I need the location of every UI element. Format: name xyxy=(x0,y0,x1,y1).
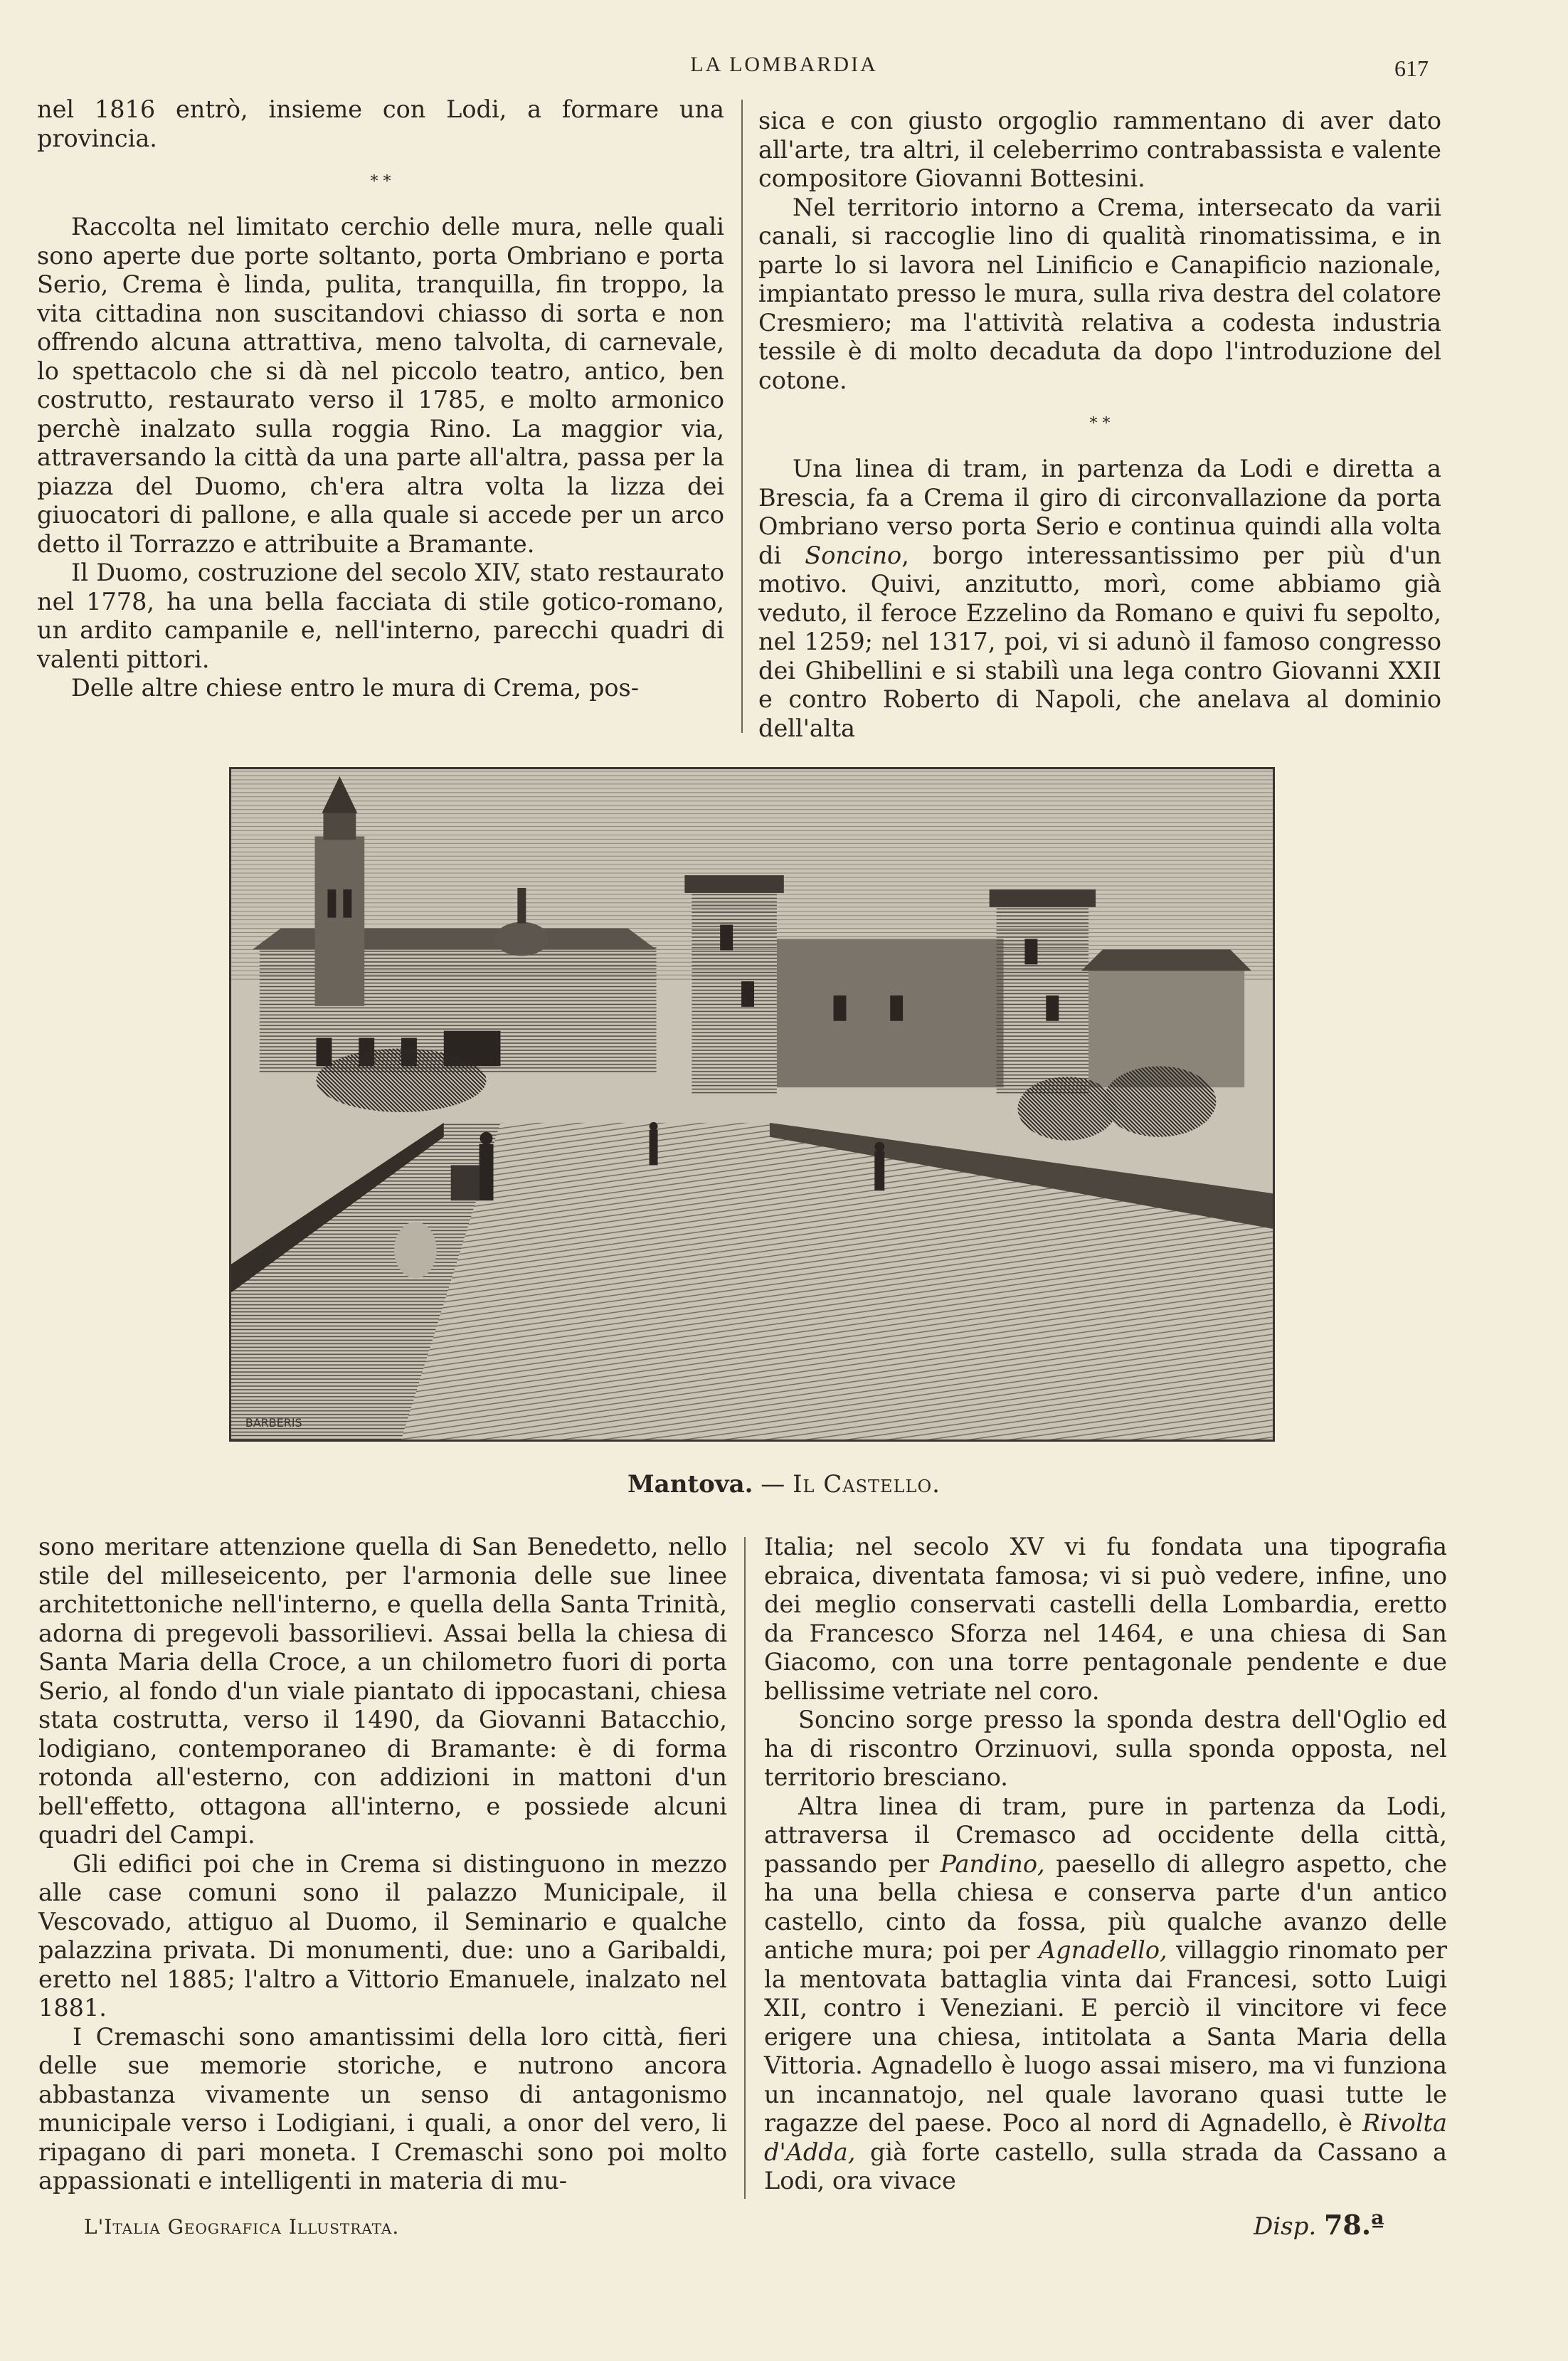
paragraph: I Cremaschi sono amantissimi della loro città, fieri delle sue memorie storiche, e nutrono ancora abbastanza vivamente un senso di antagonismo municipale verso i Lodigiani, i quali, a onor del vero, li ripagano di pari moneta. I Cremaschi sono poi molto appassionati e intelligenti in materia di mu- xyxy=(38,2022,727,2194)
column-bottom-right xyxy=(764,1533,1447,2196)
text-run: Altra linea di tram, pure in partenza da Lodi, attraversa il Cremasco ad occidente della città, passando per xyxy=(764,1792,1447,1878)
figure-caption xyxy=(0,1470,1568,1499)
place-name: Pandino, xyxy=(940,1849,1045,1878)
paragraph: Nel territorio intorno a Crema, intersecato da varii canali, si raccoglie lino di qualità rinomatissima, e in parte lo si lavora nel Linificio e Canapificio nazionale, impiantato presso le mura, sulla riva destra del colatore Cresmiero; ma l'attività relativa a codesta industria tessile è di molto decaduta da dopo l'introduzione del cotone. xyxy=(758,193,1441,394)
paragraph: Raccolta nel limitato cerchio delle mura, nelle quali sono aperte due porte soltanto, porta Ombriano e porta Serio, Crema è linda, pulita, tranquilla, fin troppo, la vita cittadina non suscitandovi chiasso di sorta e non offrendo alcuna attrattiva, meno talvolta, di carnevale, lo spettacolo che si dà nel piccolo teatro, antico, ben costrutto, restaurato verso il 1785, e molto armonico perchè inalzato sulla roggia Rino. La maggior via, attraversando la città da una parte all'altra, passa per la piazza del Duomo, ch'era altra volta la lizza dei giuocatori di pallone, e alla quale si accede per un arco detto il Torrazzo e attribuite a Bramante. xyxy=(37,213,724,558)
caption-dash: — xyxy=(753,1470,793,1499)
page-number: 617 xyxy=(1394,56,1429,81)
column-top-left xyxy=(37,95,724,703)
text-run: villaggio rinomato per la mentovata battaglia vinta dai Francesi, sotto Luigi XII, contro i Veneziani. E perciò il vincitore vi fece erigere una chiesa, intitolata a Santa Maria della Vittoria. Agnadello è luogo assai misero, ma vi funziona un incannatojo, nel quale lavorano quasi tutte le ragazze del paese. Poco al nord di Agnadello, è xyxy=(764,1936,1447,2137)
engraving-illustration xyxy=(231,769,1273,1440)
caption-city: Mantova. xyxy=(627,1470,753,1499)
paragraph: Italia; nel secolo XV vi fu fondata una tipografia ebraica, diventata famosa; vi si può vedere, infine, uno dei meglio conservati castelli della Lombardia, eretto da Francesco Sforza nel 1464, e una chiesa di San Giacomo, con una torre pentagonale pendente e due bellissime vetriate nel coro. xyxy=(764,1533,1447,1705)
column-divider xyxy=(744,1537,746,2199)
dispensa-label: Disp. xyxy=(1254,2212,1317,2241)
column-divider xyxy=(741,100,743,733)
text-run: paesello di allegro aspetto, che ha una bella chiesa e conserva parte d'un antico castello, cinto da fossa, più qualche avanzo delle antiche mura; poi per xyxy=(764,1849,1448,1964)
place-name: Agnadello, xyxy=(1038,1936,1167,1964)
section-separator: * * xyxy=(1089,415,1111,433)
paragraph xyxy=(764,1792,1447,2196)
caption-title: Il Castello. xyxy=(793,1470,941,1499)
footer-dispensa xyxy=(1254,2209,1384,2241)
paragraph: Soncino sorge presso la sponda destra dell'Oglio ed ha di riscontro Orzinuovi, sulla sponda opposta, nel territorio bresciano. xyxy=(764,1706,1447,1791)
footer-series-title: L'Italia Geografica Illustrata. xyxy=(84,2215,400,2239)
text-run: , borgo interessantissimo per più d'un motivo. Quivi, anzitutto, morì, come abbiamo già veduto, il feroce Ezzelino da Romano e quivi fu sepolto, nel 1259; nel 1317, poi, vi si adunò il famoso congresso dei Ghibellini e si stabilì una lega contro Giovanni XXII e contro Roberto di Napoli, che anelava al dominio dell'alta xyxy=(758,541,1442,742)
text-run: già forte castello, sulla strada da Cassano a Lodi, ora vivace xyxy=(764,2138,1447,2194)
paragraph: Delle altre chiese entro le mura di Crema, pos- xyxy=(71,674,640,702)
text-run: Una linea di tram, in partenza da Lodi e diretta a Brescia, fa a Crema il giro di circonvallazione da porta Ombriano verso porta Serio e continua quindi alla volta di xyxy=(758,455,1441,569)
paragraph: Gli edifici poi che in Crema si distinguono in mezzo alle case comuni sono il palazzo Municipale, il Vescovado, attiguo al Duomo, il Seminario e qualche palazzina privata. Di monumenti, due: uno a Garibaldi, eretto nel 1885; l'altro a Vittorio Emanuele, inalzato nel 1881. xyxy=(38,1849,727,2022)
dispensa-number: 78.ª xyxy=(1323,2209,1384,2241)
column-bottom-left xyxy=(38,1533,727,2196)
paragraph xyxy=(758,455,1441,743)
paragraph: nel 1816 entrò, insieme con Lodi, a formare una provincia. xyxy=(37,95,724,152)
place-name: Rivolta d'Adda, xyxy=(764,2109,1447,2166)
paragraph: sono meritare attenzione quella di San Benedetto, nello stile del milleseicento, per l'armonia delle sue linee architettoniche nell'interno, e quella della Santa Trinità, adorna di pregevoli bassorilievi. Assai bella la chiesa di Santa Maria della Croce, a un chilometro fuori di porta Serio, al fondo d'un viale piantato di ippocastani, chiesa stata costrutta, verso il 1490, da Giovanni Batacchio, lodigiano, contemporaneo di Bramante: è di forma rotonda all'esterno, con addizioni in mattoni d'un bell'effetto, ottagona all'interno, e possiede alcuni quadri del Campi. xyxy=(38,1533,727,1849)
section-separator: * * xyxy=(370,173,391,191)
paragraph: sica e con giusto orgoglio rammentano di aver dato all'arte, tra altri, il celeberrimo contrabassista e valente compositore Giovanni Bottesini. xyxy=(758,107,1441,192)
running-title: LA LOMBARDIA xyxy=(690,53,878,76)
engraver-signature: BARBERIS xyxy=(245,1416,302,1430)
column-top-right xyxy=(758,107,1441,743)
paragraph: Il Duomo, costruzione del secolo XIV, stato restaurato nel 1778, ha una bella facciata di stile gotico-romano, un ardito campanile e, nell'interno, parecchi quadri di valenti pittori. xyxy=(37,559,724,673)
place-name: Soncino xyxy=(805,541,902,569)
engraving-mantova-castello xyxy=(229,767,1275,1442)
